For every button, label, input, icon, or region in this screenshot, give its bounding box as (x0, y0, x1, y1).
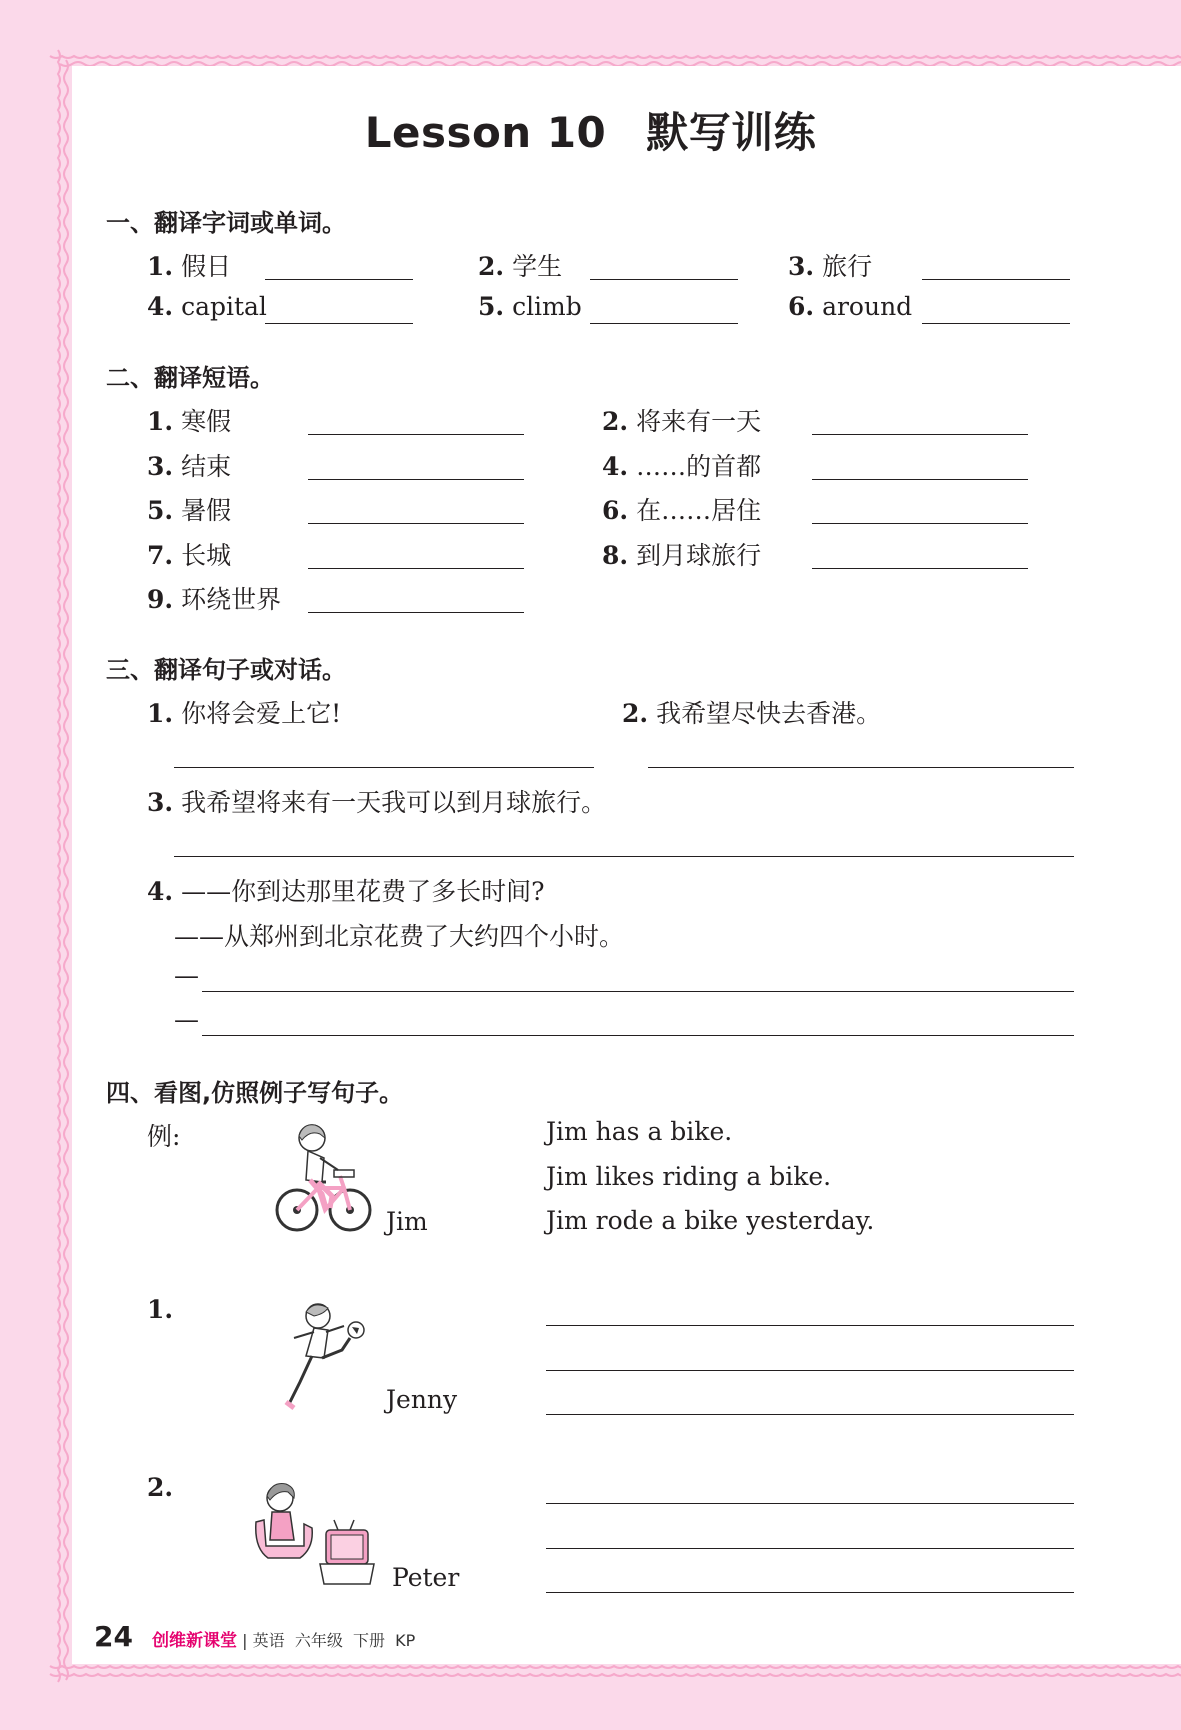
s2-answer-9[interactable] (308, 612, 524, 613)
q2-answer-1[interactable] (546, 1503, 1074, 1504)
s1-item-2: 2. 学生 (478, 252, 563, 281)
s3-dash-2: — (174, 1005, 199, 1034)
s1-answer-6[interactable] (922, 323, 1070, 324)
footer-info: 英语 六年级 下册 KP (252, 1631, 416, 1650)
s2-item-2: 2. 将来有一天 (602, 407, 762, 436)
s1-item-6: 6. around (788, 292, 913, 321)
s1-item-4: 4. capital (147, 292, 267, 321)
q1-answer-3[interactable] (546, 1414, 1074, 1415)
section1-heading: 一、翻译字词或单词。 (106, 209, 346, 237)
s2-answer-7[interactable] (308, 568, 524, 569)
s3-item-4: 4. ——你到达那里花费了多长时间? (147, 877, 545, 906)
example-name: Jim (386, 1207, 428, 1236)
s3-dialog-line2: ——从郑州到北京花费了大约四个小时。 (174, 922, 625, 951)
football-girl-illustration (270, 1296, 370, 1414)
s2-answer-2[interactable] (812, 434, 1028, 435)
section2-heading: 二、翻译短语。 (106, 364, 274, 392)
example-sentence-1: Jim has a bike. (546, 1117, 733, 1146)
s3-item-2: 2. 我希望尽快去香港。 (622, 699, 882, 728)
q2-answer-3[interactable] (546, 1592, 1074, 1593)
bike-boy-illustration (270, 1118, 380, 1234)
s2-item-3: 3. 结束 (147, 452, 232, 481)
s2-item-1: 1. 寒假 (147, 407, 232, 436)
page-title (0, 100, 1181, 160)
footer-brand: 创维新课堂 (152, 1631, 238, 1651)
s2-item-8: 8. 到月球旅行 (602, 541, 762, 570)
s3-answer-4a[interactable] (202, 991, 1074, 992)
page-footer (94, 1620, 415, 1653)
s3-item-3: 3. 我希望将来有一天我可以到月球旅行。 (147, 788, 607, 817)
footer-separator: | (242, 1631, 248, 1650)
s2-answer-6[interactable] (812, 523, 1028, 524)
s1-item-1: 1. 假日 (147, 252, 232, 281)
q2-number: 2. (147, 1473, 174, 1502)
section3-heading: 三、翻译句子或对话。 (106, 656, 346, 684)
s2-item-9: 9. 环绕世界 (147, 585, 282, 614)
s2-item-7: 7. 长城 (147, 541, 232, 570)
s3-answer-4b[interactable] (202, 1035, 1074, 1036)
example-sentence-2: Jim likes riding a bike. (546, 1162, 832, 1191)
s1-item-5: 5. climb (478, 292, 582, 321)
s1-answer-3[interactable] (922, 279, 1070, 280)
s2-answer-5[interactable] (308, 523, 524, 524)
q2-answer-2[interactable] (546, 1548, 1074, 1549)
tv-boy-illustration (250, 1476, 390, 1592)
s2-answer-1[interactable] (308, 434, 524, 435)
q1-number: 1. (147, 1295, 174, 1324)
s1-answer-4[interactable] (265, 323, 413, 324)
s1-answer-2[interactable] (590, 279, 738, 280)
s3-answer-3[interactable] (174, 856, 1074, 857)
s2-item-5: 5. 暑假 (147, 496, 232, 525)
s2-item-6: 6. 在……居住 (602, 496, 762, 525)
s2-answer-4[interactable] (812, 479, 1028, 480)
q1-answer-1[interactable] (546, 1325, 1074, 1326)
s3-item-1: 1. 你将会爱上它! (147, 699, 342, 728)
example-sentence-3: Jim rode a bike yesterday. (546, 1206, 875, 1235)
q1-answer-2[interactable] (546, 1370, 1074, 1371)
s3-answer-2[interactable] (648, 767, 1074, 768)
s2-answer-3[interactable] (308, 479, 524, 480)
s2-answer-8[interactable] (812, 568, 1028, 569)
example-label: 例: (147, 1122, 181, 1151)
s3-answer-1[interactable] (174, 767, 594, 768)
q2-name: Peter (392, 1563, 460, 1592)
lesson-number: Lesson 10 (364, 108, 607, 157)
section4-heading: 四、看图,仿照例子写句子。 (106, 1079, 404, 1107)
s3-dash-1: — (174, 961, 199, 990)
s2-item-4: 4. ……的首都 (602, 452, 762, 481)
s1-item-3: 3. 旅行 (788, 252, 873, 281)
lesson-name: 默写训练 (646, 108, 817, 157)
s1-answer-1[interactable] (265, 279, 413, 280)
s1-answer-5[interactable] (590, 323, 738, 324)
page-number: 24 (94, 1620, 133, 1653)
q1-name: Jenny (386, 1385, 458, 1414)
